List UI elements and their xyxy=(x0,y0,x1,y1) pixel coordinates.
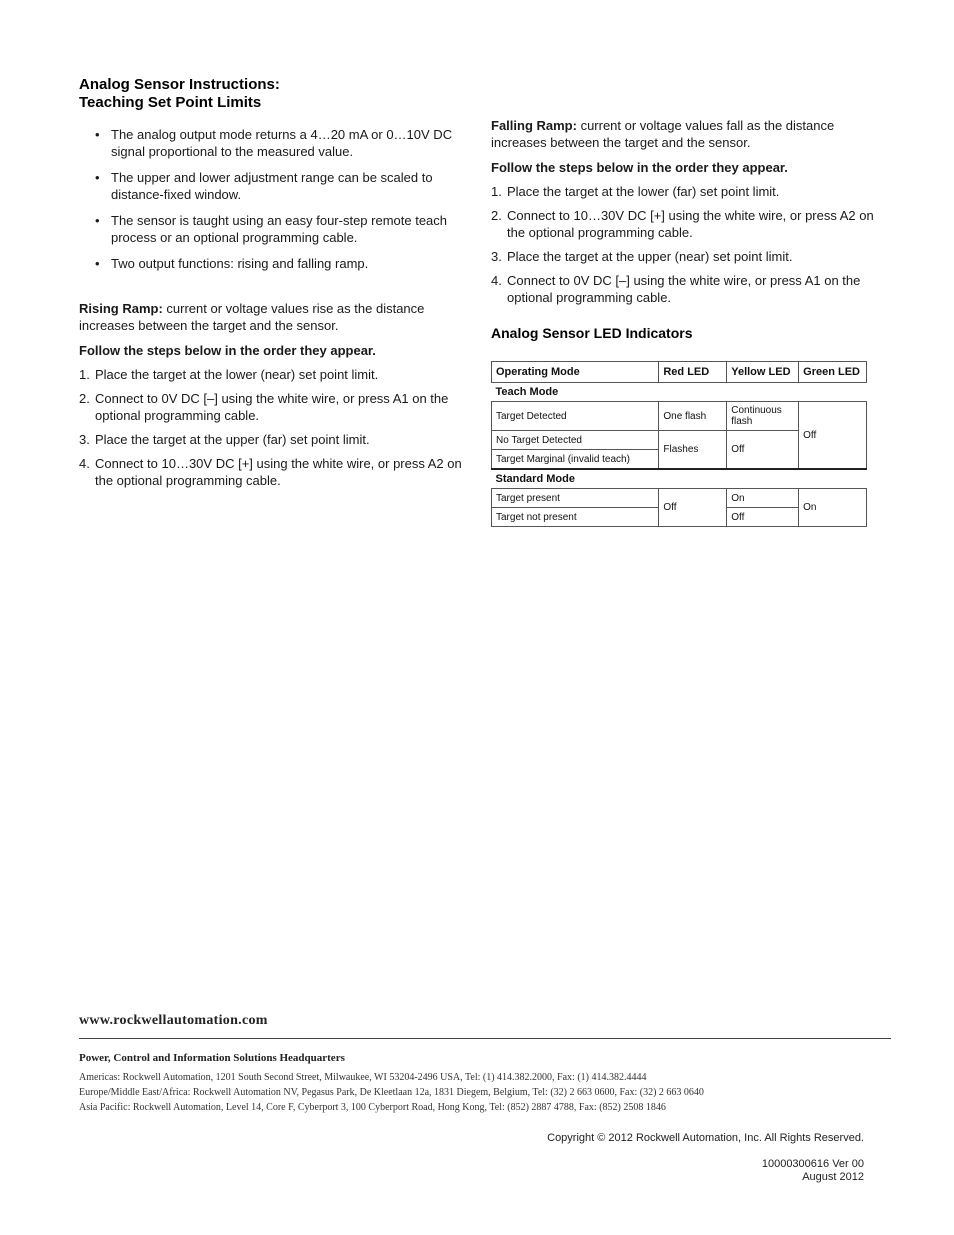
footer-website-link[interactable]: www.rockwellautomation.com xyxy=(79,1013,268,1028)
falling-ramp-description xyxy=(491,117,876,151)
cell-no-target-detected: No Target Detected xyxy=(492,431,659,450)
bullet-item xyxy=(79,169,464,203)
cell-green-on: On xyxy=(799,489,867,527)
bullet-text: The sensor is taught using an easy four-step remote teach process or an optional programming cable. xyxy=(111,213,448,245)
bullet-dot: • xyxy=(95,256,100,271)
footer-address-europe: Europe/Middle East/Africa: Rockwell Automation NV, Pegasus Park, De Kleetlaan 12a, 1831 Diegem, Belgium, Tel: (32) 2 663 0600, Fax: (32) 2 663 0640 xyxy=(79,1087,704,1098)
cell-target-marginal: Target Marginal (invalid teach) xyxy=(492,450,659,470)
step-text: Connect to 0V DC [–] using the white wire, or press A1 on the optional programming cable. xyxy=(95,391,449,423)
cell-target-present: Target present xyxy=(492,489,659,508)
bullet-text: The upper and lower adjustment range can be scaled to distance-fixed window. xyxy=(111,170,433,202)
falling-step xyxy=(491,272,876,306)
step-text: Place the target at the lower (far) set point limit. xyxy=(507,184,780,199)
step-number: 1. xyxy=(491,184,502,199)
footer-address-americas: Americas: Rockwell Automation, 1201 South Second Street, Milwaukee, WI 53204-2496 USA, Tel: (1) 414.382.2000, Fax: (1) 414.382.4444 xyxy=(79,1072,647,1083)
cell-yellow-continuous-flash: Continuous flash xyxy=(727,402,799,431)
document-number: 10000300616 Ver 00 xyxy=(761,1158,864,1170)
led-table-wrapper xyxy=(491,361,867,527)
step-number: 2. xyxy=(79,391,90,406)
bullet-text: The analog output mode returns a 4…20 mA or 0…10V DC signal proportional to the measured value. xyxy=(111,127,453,159)
cell-target-not-present: Target not present xyxy=(492,508,659,527)
step-number: 4. xyxy=(491,273,502,288)
feature-bullets xyxy=(79,126,464,281)
header-green-led: Green LED xyxy=(799,362,867,383)
footer-document-id xyxy=(762,1158,864,1184)
cell-yellow-off: Off xyxy=(727,431,799,470)
table-row xyxy=(492,489,867,508)
led-indicators-heading: Analog Sensor LED Indicators xyxy=(491,325,693,341)
bullet-dot: • xyxy=(95,170,100,185)
rising-ramp-description xyxy=(79,300,464,334)
step-number: 3. xyxy=(491,249,502,264)
rising-ramp-label: Rising Ramp: xyxy=(79,301,163,316)
cell-green-off: Off xyxy=(799,402,867,470)
rising-step xyxy=(79,390,464,424)
led-indicator-table xyxy=(491,361,867,527)
rising-step xyxy=(79,431,464,448)
cell-red-one-flash: One flash xyxy=(659,402,727,431)
falling-follow-steps: Follow the steps below in the order they appear. xyxy=(491,160,788,175)
teach-mode-section-row xyxy=(492,383,867,402)
header-yellow-led: Yellow LED xyxy=(727,362,799,383)
bullet-dot: • xyxy=(95,127,100,142)
cell-red-off: Off xyxy=(659,489,727,527)
falling-step xyxy=(491,183,876,200)
footer-address-asia: Asia Pacific: Rockwell Automation, Level 14, Core F, Cyberport 3, 100 Cyberport Road, Hong Kong, Tel: (852) 2887 4788, Fax: (852) 2508 1846 xyxy=(79,1102,666,1113)
footer-divider xyxy=(79,1038,891,1039)
rising-step xyxy=(79,455,464,489)
step-text: Connect to 10…30V DC [+] using the white wire, or press A2 on the optional programming cable. xyxy=(95,456,462,488)
bullet-text: Two output functions: rising and falling ramp. xyxy=(111,256,369,271)
footer-headquarters-title: Power, Control and Information Solutions Headquarters xyxy=(79,1052,345,1064)
teach-mode-label: Teach Mode xyxy=(492,383,867,402)
rising-ramp-text: current or voltage values rise as the distance increases between the target and the sensor. xyxy=(79,301,425,333)
document-date: August 2012 xyxy=(802,1171,864,1183)
standard-mode-label: Standard Mode xyxy=(492,469,867,489)
header-operating-mode: Operating Mode xyxy=(492,362,659,383)
step-number: 2. xyxy=(491,208,502,223)
header-red-led: Red LED xyxy=(659,362,727,383)
step-text: Connect to 10…30V DC [+] using the white wire, or press A2 on the optional programming cable. xyxy=(507,208,874,240)
cell-yellow-off-standard: Off xyxy=(727,508,799,527)
bullet-item xyxy=(79,255,464,272)
page-title xyxy=(79,76,280,112)
bullet-item xyxy=(79,212,464,246)
rising-ramp-section xyxy=(79,300,464,496)
cell-yellow-on: On xyxy=(727,489,799,508)
standard-mode-section-row xyxy=(492,469,867,489)
cell-target-detected: Target Detected xyxy=(492,402,659,431)
footer-copyright: Copyright © 2012 Rockwell Automation, Inc. All Rights Reserved. xyxy=(547,1132,864,1144)
step-number: 3. xyxy=(79,432,90,447)
title-line-1: Analog Sensor Instructions: xyxy=(79,76,280,93)
step-text: Connect to 0V DC [–] using the white wire, or press A1 on the optional programming cable. xyxy=(507,273,861,305)
falling-step xyxy=(491,207,876,241)
step-text: Place the target at the upper (near) set point limit. xyxy=(507,249,793,264)
falling-ramp-label: Falling Ramp: xyxy=(491,118,577,133)
step-number: 4. xyxy=(79,456,90,471)
step-text: Place the target at the lower (near) set point limit. xyxy=(95,367,379,382)
falling-ramp-section xyxy=(491,117,876,313)
rising-step xyxy=(79,366,464,383)
step-number: 1. xyxy=(79,367,90,382)
rising-follow-steps: Follow the steps below in the order they appear. xyxy=(79,343,376,358)
falling-step xyxy=(491,248,876,265)
title-line-2: Teaching Set Point Limits xyxy=(79,94,262,111)
table-header-row xyxy=(492,362,867,383)
falling-ramp-text: current or voltage values fall as the distance increases between the target and the sensor. xyxy=(491,118,835,150)
step-text: Place the target at the upper (far) set point limit. xyxy=(95,432,370,447)
bullet-dot: • xyxy=(95,213,100,228)
bullet-item xyxy=(79,126,464,160)
table-row xyxy=(492,402,867,431)
cell-red-flashes: Flashes xyxy=(659,431,727,470)
